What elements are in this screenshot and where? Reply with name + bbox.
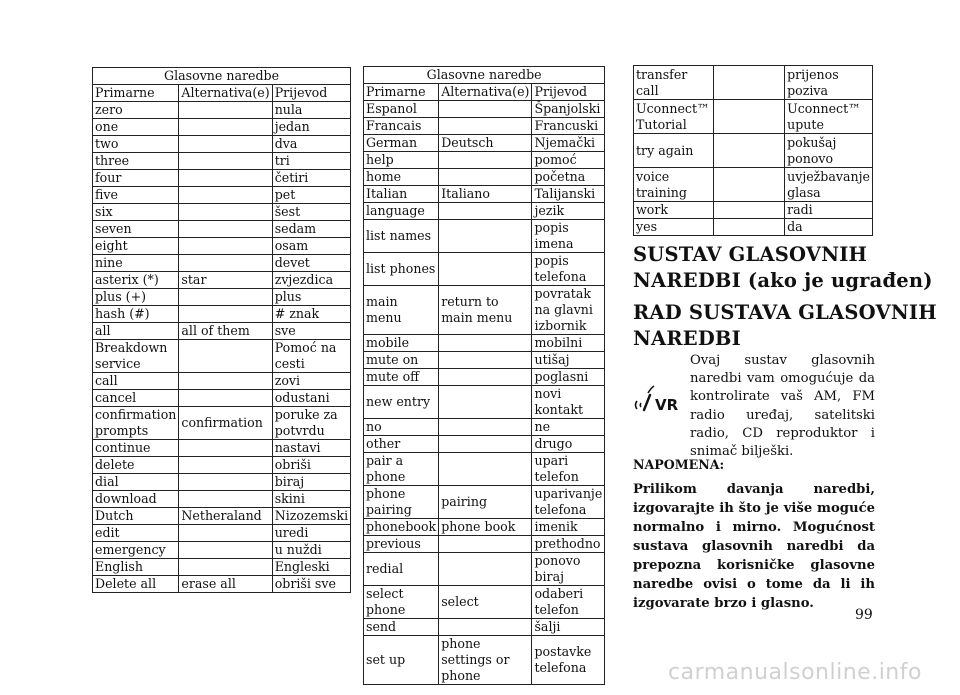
command-primary: list names bbox=[364, 220, 439, 253]
command-primary: one bbox=[93, 119, 179, 136]
voice-commands-table-1 bbox=[92, 67, 351, 593]
command-primary: redial bbox=[364, 553, 439, 586]
command-primary: Delete all bbox=[93, 576, 179, 593]
table-row bbox=[364, 436, 605, 453]
table-row bbox=[364, 386, 605, 419]
table-row bbox=[93, 170, 351, 187]
command-primary: all bbox=[93, 323, 179, 340]
command-alternative: Italiano bbox=[439, 186, 532, 203]
column-header: Prijevod bbox=[272, 85, 350, 102]
command-translation: devet bbox=[272, 255, 350, 272]
command-translation: jezik bbox=[532, 203, 605, 220]
command-translation: osam bbox=[272, 238, 350, 255]
command-primary: delete bbox=[93, 457, 179, 474]
command-translation: # znak bbox=[272, 306, 350, 323]
command-primary: phonebook bbox=[364, 519, 439, 536]
command-alternative bbox=[713, 219, 784, 236]
command-primary: nine bbox=[93, 255, 179, 272]
command-translation: uparivanje telefona bbox=[532, 486, 605, 519]
command-alternative bbox=[439, 369, 532, 386]
page-number: 99 bbox=[855, 607, 873, 623]
command-alternative bbox=[179, 204, 272, 221]
command-primary: seven bbox=[93, 221, 179, 238]
command-primary: list phones bbox=[364, 253, 439, 286]
column-header: Prijevod bbox=[532, 84, 605, 101]
command-translation: četiri bbox=[272, 170, 350, 187]
command-translation: nastavi bbox=[272, 440, 350, 457]
command-primary: main menu bbox=[364, 286, 439, 335]
table-row bbox=[364, 286, 605, 335]
command-primary: mute on bbox=[364, 352, 439, 369]
command-alternative bbox=[713, 66, 784, 100]
command-alternative bbox=[179, 457, 272, 474]
table-row bbox=[364, 253, 605, 286]
command-alternative bbox=[179, 153, 272, 170]
command-primary: other bbox=[364, 436, 439, 453]
command-alternative: all of them bbox=[179, 323, 272, 340]
command-translation: pokušaj ponovo bbox=[785, 134, 873, 168]
command-translation: uvježbavanje glasa bbox=[785, 168, 873, 202]
command-alternative bbox=[179, 306, 272, 323]
command-translation: drugo bbox=[532, 436, 605, 453]
table-row bbox=[364, 636, 605, 685]
command-primary: Dutch bbox=[93, 508, 179, 525]
table-row bbox=[93, 474, 351, 491]
column-header: Primarne bbox=[93, 85, 179, 102]
command-primary: language bbox=[364, 203, 439, 220]
table-row bbox=[93, 204, 351, 221]
table-row bbox=[93, 508, 351, 525]
command-alternative bbox=[179, 136, 272, 153]
command-translation: Uconnect™ upute bbox=[785, 100, 873, 134]
command-alternative bbox=[179, 255, 272, 272]
command-alternative bbox=[179, 440, 272, 457]
note-label: NAPOMENA: bbox=[633, 457, 725, 472]
command-primary: voice training bbox=[634, 168, 714, 202]
command-primary: select phone bbox=[364, 586, 439, 619]
table-row bbox=[93, 187, 351, 204]
section-heading-voice-system: SUSTAV GLASOVNIH NAREDBI (ako je ugrađen) bbox=[633, 243, 933, 292]
column-header: Alternativa(e) bbox=[439, 84, 532, 101]
table-row bbox=[93, 440, 351, 457]
command-alternative bbox=[439, 253, 532, 286]
command-translation: Talijanski bbox=[532, 186, 605, 203]
command-primary: help bbox=[364, 152, 439, 169]
command-translation: nula bbox=[272, 102, 350, 119]
command-translation: sedam bbox=[272, 221, 350, 238]
command-translation: dva bbox=[272, 136, 350, 153]
command-alternative: Deutsch bbox=[439, 135, 532, 152]
table-row bbox=[93, 119, 351, 136]
command-alternative bbox=[439, 169, 532, 186]
command-alternative bbox=[439, 536, 532, 553]
command-primary: Breakdown service bbox=[93, 340, 179, 373]
table-row bbox=[93, 491, 351, 508]
command-alternative bbox=[179, 390, 272, 407]
command-translation: tri bbox=[272, 153, 350, 170]
table-row bbox=[364, 619, 605, 636]
command-translation: obriši sve bbox=[272, 576, 350, 593]
command-alternative: Netheraland bbox=[179, 508, 272, 525]
command-primary: plus (+) bbox=[93, 289, 179, 306]
command-primary: eight bbox=[93, 238, 179, 255]
table-row bbox=[93, 373, 351, 390]
table-row bbox=[634, 219, 873, 236]
table-row bbox=[364, 536, 605, 553]
command-alternative: return to main menu bbox=[439, 286, 532, 335]
command-alternative bbox=[179, 542, 272, 559]
command-alternative: star bbox=[179, 272, 272, 289]
command-primary: cancel bbox=[93, 390, 179, 407]
table-row bbox=[364, 453, 605, 486]
command-translation: uredi bbox=[272, 525, 350, 542]
voice-recognition-icon bbox=[633, 382, 683, 416]
command-translation: poruke za potvrdu bbox=[272, 407, 350, 440]
command-translation: pet bbox=[272, 187, 350, 204]
command-alternative bbox=[179, 238, 272, 255]
table-row bbox=[93, 542, 351, 559]
table-row bbox=[93, 407, 351, 440]
command-alternative bbox=[713, 100, 784, 134]
command-primary: Francais bbox=[364, 118, 439, 135]
command-alternative bbox=[439, 553, 532, 586]
column-header: Primarne bbox=[364, 84, 439, 101]
command-primary: German bbox=[364, 135, 439, 152]
command-primary: Uconnect™ Tutorial bbox=[634, 100, 714, 134]
table-row bbox=[93, 306, 351, 323]
command-alternative bbox=[179, 525, 272, 542]
command-alternative bbox=[439, 118, 532, 135]
command-translation: zovi bbox=[272, 373, 350, 390]
command-translation: jedan bbox=[272, 119, 350, 136]
command-primary: three bbox=[93, 153, 179, 170]
command-primary: asterix (*) bbox=[93, 272, 179, 289]
table-row bbox=[93, 390, 351, 407]
command-translation: zvjezdica bbox=[272, 272, 350, 289]
command-primary: confirmation prompts bbox=[93, 407, 179, 440]
command-translation: poglasni bbox=[532, 369, 605, 386]
command-primary: two bbox=[93, 136, 179, 153]
vr-icon-label: VR bbox=[655, 396, 679, 414]
watermark: carmanualsonline.info bbox=[668, 660, 922, 685]
command-translation: šalji bbox=[532, 619, 605, 636]
table-row bbox=[634, 66, 873, 100]
command-alternative bbox=[179, 559, 272, 576]
table-row bbox=[93, 272, 351, 289]
command-translation: popis telefona bbox=[532, 253, 605, 286]
command-primary: new entry bbox=[364, 386, 439, 419]
command-alternative bbox=[179, 340, 272, 373]
command-translation: biraj bbox=[272, 474, 350, 491]
command-alternative bbox=[439, 453, 532, 486]
voice-commands-table-3 bbox=[633, 65, 873, 236]
command-translation: Španjolski bbox=[532, 101, 605, 118]
command-translation: utišaj bbox=[532, 352, 605, 369]
command-translation: šest bbox=[272, 204, 350, 221]
table-row bbox=[93, 323, 351, 340]
command-alternative bbox=[439, 335, 532, 352]
command-translation: postavke telefona bbox=[532, 636, 605, 685]
command-alternative bbox=[439, 419, 532, 436]
table-row bbox=[634, 168, 873, 202]
table-header-row bbox=[364, 84, 605, 101]
command-alternative bbox=[439, 101, 532, 118]
command-alternative bbox=[439, 386, 532, 419]
command-primary: work bbox=[634, 202, 714, 219]
table-row bbox=[93, 238, 351, 255]
table-row bbox=[364, 186, 605, 203]
command-translation: odaberi telefon bbox=[532, 586, 605, 619]
command-primary: download bbox=[93, 491, 179, 508]
table-row bbox=[634, 100, 873, 134]
command-primary: home bbox=[364, 169, 439, 186]
command-alternative bbox=[179, 221, 272, 238]
table-row bbox=[634, 202, 873, 219]
command-alternative bbox=[713, 202, 784, 219]
command-alternative bbox=[179, 491, 272, 508]
command-translation: novi kontakt bbox=[532, 386, 605, 419]
table-row bbox=[364, 220, 605, 253]
command-primary: send bbox=[364, 619, 439, 636]
command-alternative bbox=[439, 352, 532, 369]
table-row bbox=[364, 352, 605, 369]
command-primary: five bbox=[93, 187, 179, 204]
command-translation: sve bbox=[272, 323, 350, 340]
command-alternative bbox=[179, 289, 272, 306]
command-translation: skini bbox=[272, 491, 350, 508]
command-alternative bbox=[179, 102, 272, 119]
command-translation: prethodno bbox=[532, 536, 605, 553]
table-row bbox=[364, 335, 605, 352]
command-primary: dial bbox=[93, 474, 179, 491]
table-row bbox=[93, 102, 351, 119]
table-title-row bbox=[93, 68, 351, 85]
command-translation: Pomoć na cesti bbox=[272, 340, 350, 373]
command-translation: povratak na glavni izbornik bbox=[532, 286, 605, 335]
command-translation: pomoć bbox=[532, 152, 605, 169]
section-heading-voice-operation: RAD SUSTAVA GLASOVNIH NAREDBI bbox=[633, 301, 937, 350]
note-body: Prilikom davanja naredbi, izgovarajte ih što je više moguće normalno i mirno. Mogućnost sustava glasovnih naredbi da prepozna korisničke glasovne naredbe ovisi o tome da li ih izgovarate brzo i glasno. bbox=[633, 482, 875, 611]
command-primary: edit bbox=[93, 525, 179, 542]
table-row bbox=[364, 203, 605, 220]
command-alternative bbox=[713, 134, 784, 168]
table-header-row bbox=[93, 85, 351, 102]
command-translation: u nuždi bbox=[272, 542, 350, 559]
table-row bbox=[93, 289, 351, 306]
command-primary: English bbox=[93, 559, 179, 576]
command-primary: Espanol bbox=[364, 101, 439, 118]
command-primary: four bbox=[93, 170, 179, 187]
table-row bbox=[93, 559, 351, 576]
command-primary: set up bbox=[364, 636, 439, 685]
table-row bbox=[364, 586, 605, 619]
command-alternative bbox=[439, 619, 532, 636]
table-row bbox=[93, 221, 351, 238]
command-translation: popis imena bbox=[532, 220, 605, 253]
table-row bbox=[93, 136, 351, 153]
command-primary: call bbox=[93, 373, 179, 390]
command-translation: plus bbox=[272, 289, 350, 306]
command-primary: transfer call bbox=[634, 66, 714, 100]
table-row bbox=[634, 134, 873, 168]
command-translation: radi bbox=[785, 202, 873, 219]
command-alternative: pairing bbox=[439, 486, 532, 519]
command-alternative bbox=[439, 203, 532, 220]
command-primary: zero bbox=[93, 102, 179, 119]
table-row bbox=[364, 118, 605, 135]
table-row bbox=[93, 457, 351, 474]
table-row bbox=[364, 101, 605, 118]
table-row bbox=[364, 369, 605, 386]
command-alternative bbox=[439, 436, 532, 453]
column-header: Alternativa(e) bbox=[179, 85, 272, 102]
table-title: Glasovne naredbe bbox=[93, 68, 351, 85]
table-row bbox=[364, 169, 605, 186]
command-translation: da bbox=[785, 219, 873, 236]
command-translation: Njemački bbox=[532, 135, 605, 152]
table-row bbox=[93, 255, 351, 272]
command-translation: Engleski bbox=[272, 559, 350, 576]
command-primary: mobile bbox=[364, 335, 439, 352]
command-alternative: phone book bbox=[439, 519, 532, 536]
command-primary: continue bbox=[93, 440, 179, 457]
command-primary: six bbox=[93, 204, 179, 221]
command-translation: ne bbox=[532, 419, 605, 436]
command-alternative: erase all bbox=[179, 576, 272, 593]
command-translation: odustani bbox=[272, 390, 350, 407]
table-title: Glasovne naredbe bbox=[364, 67, 605, 84]
table-row bbox=[93, 153, 351, 170]
table-row bbox=[364, 553, 605, 586]
command-primary: yes bbox=[634, 219, 714, 236]
command-primary: phone pairing bbox=[364, 486, 439, 519]
command-alternative bbox=[439, 220, 532, 253]
table-row bbox=[93, 525, 351, 542]
command-primary: hash (#) bbox=[93, 306, 179, 323]
command-primary: previous bbox=[364, 536, 439, 553]
command-alternative bbox=[713, 168, 784, 202]
command-alternative: select bbox=[439, 586, 532, 619]
command-alternative: phone settings or phone bbox=[439, 636, 532, 685]
voice-system-description: Ovaj sustav glasovnih naredbi vam omogućuje da kontrolirate vaš AM, FM radio uređaj, satelitski radio, CD reproduktor i snimač bilješki. bbox=[690, 353, 875, 460]
voice-commands-table-2 bbox=[363, 66, 605, 685]
table-row bbox=[364, 419, 605, 436]
command-alternative bbox=[439, 152, 532, 169]
command-alternative bbox=[179, 373, 272, 390]
command-primary: no bbox=[364, 419, 439, 436]
table-row bbox=[364, 486, 605, 519]
command-alternative bbox=[179, 187, 272, 204]
command-primary: emergency bbox=[93, 542, 179, 559]
table-row bbox=[93, 340, 351, 373]
command-translation: prijenos poziva bbox=[785, 66, 873, 100]
table-title-row bbox=[364, 67, 605, 84]
table-row bbox=[93, 576, 351, 593]
table-row bbox=[364, 519, 605, 536]
command-primary: try again bbox=[634, 134, 714, 168]
command-alternative bbox=[179, 119, 272, 136]
command-translation: mobilni bbox=[532, 335, 605, 352]
command-primary: pair a phone bbox=[364, 453, 439, 486]
command-alternative: confirmation bbox=[179, 407, 272, 440]
command-primary: mute off bbox=[364, 369, 439, 386]
command-translation: imenik bbox=[532, 519, 605, 536]
command-primary: Italian bbox=[364, 186, 439, 203]
command-alternative bbox=[179, 170, 272, 187]
command-translation: upari telefon bbox=[532, 453, 605, 486]
command-translation: Nizozemski bbox=[272, 508, 350, 525]
command-translation: obriši bbox=[272, 457, 350, 474]
command-translation: Francuski bbox=[532, 118, 605, 135]
table-row bbox=[364, 135, 605, 152]
command-translation: ponovo biraj bbox=[532, 553, 605, 586]
command-translation: početna bbox=[532, 169, 605, 186]
command-alternative bbox=[179, 474, 272, 491]
table-row bbox=[364, 152, 605, 169]
